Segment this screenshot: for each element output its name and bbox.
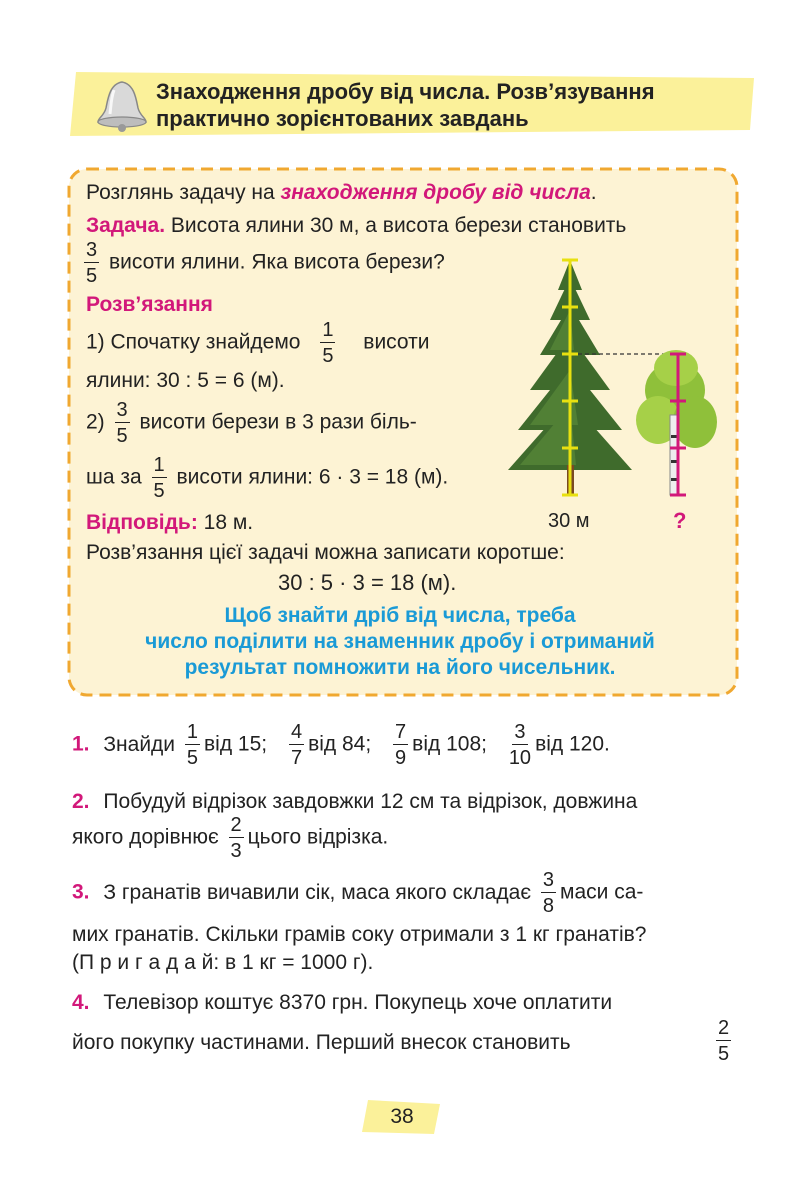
exercise-4 (72, 990, 612, 1015)
task-line (86, 213, 626, 238)
exercise-text: З гранатів вичавили сік, маса якого складає (103, 880, 532, 904)
exercise-text: Телевізор коштує 8370 грн. Покупець хоче оплатити (103, 991, 613, 1014)
task-line-2 (80, 240, 445, 286)
rule-line-2: число поділити на знаменник дробу і отриманий (145, 630, 655, 653)
step2-line-2 (86, 455, 448, 501)
intro-line (86, 180, 597, 205)
fraction: $\frac{3}{10}$ (508, 721, 532, 769)
short-solution-intro: Розв’язання цієї задачі можна записати коротше: (86, 541, 565, 564)
exercise-text: від 120. (535, 732, 610, 756)
fraction: $\frac{1}{5}$ (186, 721, 199, 769)
exercise-text: від 15; (204, 732, 268, 756)
exercise-text: Побудуй відрізок завдовжки 12 см та відрізок, довжина (103, 790, 638, 813)
step2-line (86, 400, 417, 446)
rule-text (80, 603, 720, 681)
exercise-text: якого дорівнює (72, 825, 219, 849)
page-title-line2: практично зорієнтованих завдань (156, 106, 529, 131)
fraction: $\frac{4}{7}$ (290, 721, 303, 769)
fraction: $\frac{3}{5}$ (116, 399, 128, 447)
fraction: $\frac{3}{8}$ (542, 869, 555, 917)
task-label: Задача. (86, 214, 166, 237)
spruce-and-birch-illustration (490, 250, 730, 510)
birch-height-label: ? (673, 508, 687, 533)
fraction: $\frac{1}{5}$ (322, 319, 334, 367)
step2-text: 2) (86, 410, 105, 434)
task-text: Висота ялини 30 м, а висота берези становить (165, 214, 627, 237)
step1-text: 1) Спочатку знайдемо (86, 330, 301, 354)
step1-line (86, 320, 430, 366)
exercise-text: Знайди (103, 732, 176, 756)
step1-line-2: ялини: 30 : 5 = 6 (м). (86, 369, 285, 392)
exercise-text: від 84; (308, 732, 372, 756)
fraction: $\frac{1}{5}$ (153, 454, 165, 502)
exercise-number: 3. (72, 880, 90, 904)
step2-text-b: висоти берези в 3 рази біль- (133, 410, 417, 434)
exercise-3-line-2: мих гранатів. Скільки грамів соку отримали з 1 кг гранатів? (72, 923, 647, 946)
rule-line-3: результат помножити на його чисельник. (184, 656, 616, 679)
exercise-text: його покупку частинами. Перший внесок становить (72, 1031, 571, 1054)
exercise-text: від 108; (412, 732, 487, 756)
page-number: 38 (390, 1105, 414, 1128)
solution-label: Розв’язання (86, 293, 213, 316)
exercise-text: цього відрізка. (247, 825, 389, 849)
fraction: $\frac{2}{5}$ (718, 1017, 730, 1065)
exercise-2-line-2 (72, 815, 388, 861)
rule-line-1: Щоб знайти дріб від числа, треба (224, 604, 576, 627)
spruce-height-label: 30 м (548, 510, 590, 532)
fraction: $\frac{2}{3}$ (230, 814, 242, 862)
intro-emphasis: знаходження дробу від числа (280, 181, 591, 204)
fraction: $\frac{3}{5}$ (86, 239, 98, 287)
step1-text-b: висоти (363, 330, 430, 354)
step2-text-c: ша за (86, 465, 142, 489)
exercise-number: 1. (72, 732, 90, 756)
exercise-number: 2. (72, 790, 90, 813)
exercise-1 (72, 722, 610, 768)
task-text-2: висоти ялини. Яка висота берези? (103, 250, 445, 274)
exercise-number: 4. (72, 991, 90, 1014)
bell-icon (92, 76, 152, 132)
exercise-4-line-2 (72, 1030, 571, 1055)
exercise-3 (72, 870, 643, 916)
fraction: $\frac{7}{9}$ (395, 721, 407, 769)
step2-text-d: висоти ялини: 6 · 3 = 18 (м). (170, 465, 449, 489)
answer-text: 18 м. (197, 511, 254, 534)
exercise-text: маси са- (560, 880, 644, 904)
page-title-line1: Знаходження дробу від числа. Розв’язування (156, 79, 655, 104)
intro-suffix: . (590, 181, 597, 204)
answer-label: Відповідь: (86, 511, 198, 534)
short-solution-formula: 30 : 5 · 3 = 18 (м). (278, 570, 457, 595)
exercise-4-fraction (712, 1018, 735, 1064)
exercise-3-line-3: (П р и г а д а й: в 1 кг = 1000 г). (72, 951, 374, 974)
page-title (156, 78, 655, 132)
intro-prefix: Розглянь задачу на (86, 181, 281, 204)
exercise-2 (72, 789, 637, 814)
answer-line (86, 510, 253, 535)
